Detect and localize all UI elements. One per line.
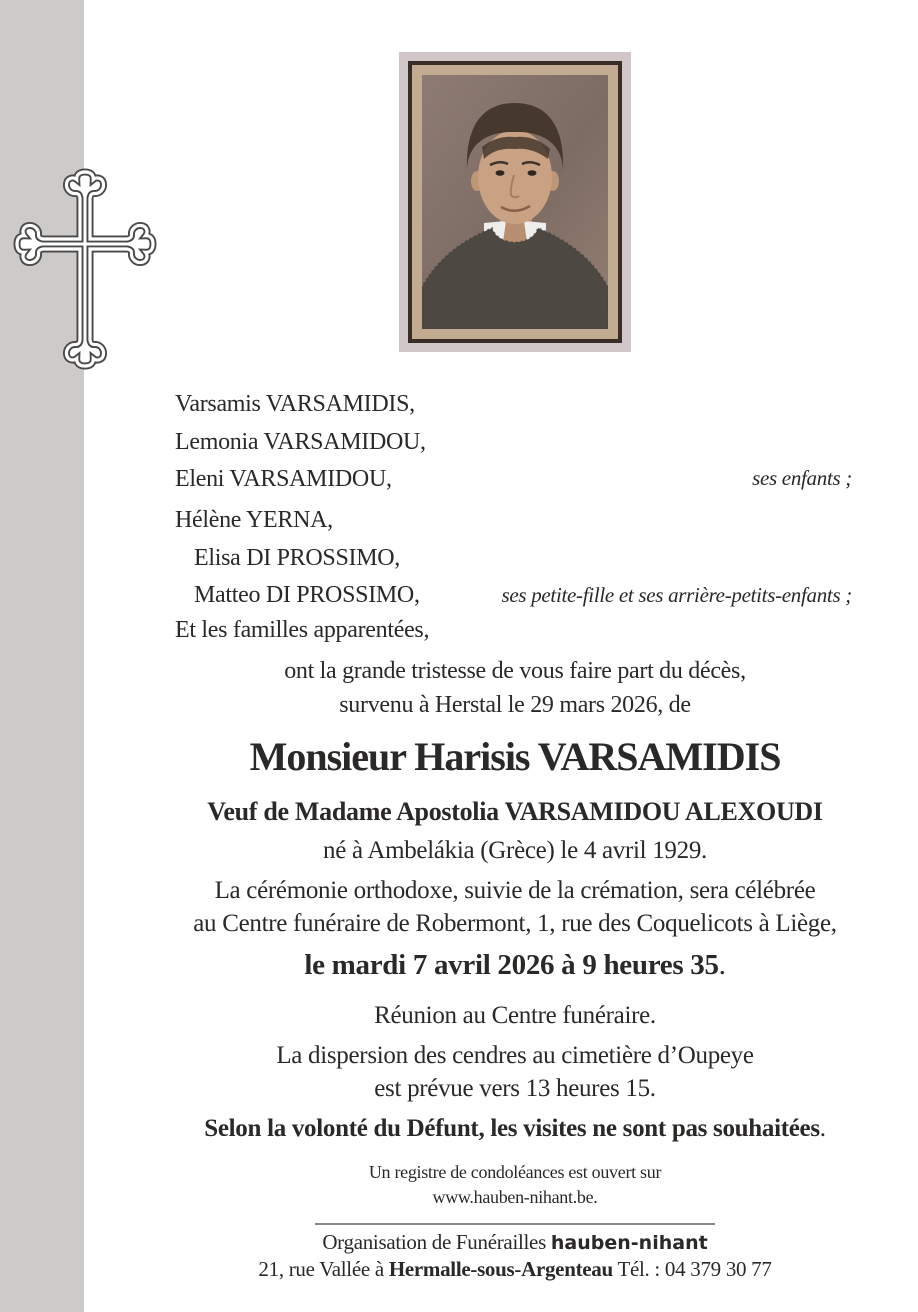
mourner-name-line: Varsamis VARSAMIDIS,: [175, 391, 415, 417]
mourner-name-line: Elisa DI PROSSIMO,: [194, 544, 400, 571]
announcement-content: [160, 0, 870, 1312]
ceremony-datetime: [160, 949, 870, 982]
orthodox-cross-icon: [11, 166, 159, 370]
footer-address-prefix: 21, rue Vallée à: [258, 1257, 384, 1281]
visits-notice-text: Selon la volonté du Défunt, les visites ne sont pas souhaitées: [204, 1115, 820, 1142]
register-line-2: www.hauben-nihant.be.: [432, 1187, 598, 1207]
footer-address-town: Hermalle-sous-Argenteau: [388, 1257, 613, 1281]
families-line: Et les familles apparentées,: [175, 617, 430, 643]
register-lines: [160, 1160, 870, 1210]
dispersion-line-2: est prévue vers 13 heures 15.: [374, 1075, 656, 1102]
footer-address-line: [160, 1256, 870, 1283]
mourner-name-line: Lemonia VARSAMIDOU,: [175, 428, 426, 455]
visits-notice: [160, 1115, 870, 1143]
widower-line: Veuf de Madame Apostolia VARSAMIDOU ALEXOUDI: [207, 797, 823, 826]
mourner-name-line: Hélène YERNA,: [175, 507, 333, 533]
mourner-name-line: Eleni VARSAMIDOU,: [175, 466, 392, 492]
mourner-name-line: Matteo DI PROSSIMO,: [194, 582, 420, 608]
register-line-1: Un registre de condoléances est ouvert sur: [368, 1162, 662, 1182]
visits-notice-period: .: [819, 1115, 826, 1142]
ceremony-datetime-period: .: [718, 949, 726, 981]
children-caption: ses enfants ;: [752, 466, 852, 490]
ceremony-datetime-text: le mardi 7 avril 2026 à 9 heures 35: [304, 949, 719, 981]
ceremony-line-2: au Centre funéraire de Robermont, 1, rue des Coquelicots à Liège,: [193, 910, 837, 937]
meeting-line: Réunion au Centre funéraire.: [374, 1002, 656, 1029]
announcement-line-1: ont la grande tristesse de vous faire part du décès,: [284, 658, 746, 684]
footer-address-phone: Tél. : 04 379 30 77: [617, 1257, 772, 1281]
children-names: [175, 386, 426, 499]
birth-line: né à Ambelákia (Grèce) le 4 avril 1929.: [323, 837, 707, 864]
grandchildren-names: [175, 502, 420, 615]
ceremony-line-1: La cérémonie orthodoxe, suivie de la crémation, sera célébrée: [214, 877, 816, 904]
announcement-line-2: survenu à Herstal le 29 mars 2026, de: [339, 692, 691, 718]
footer-divider: [315, 1223, 715, 1225]
footer-org-prefix: Organisation de Funérailles: [322, 1230, 546, 1254]
grandchildren-caption: ses petite-fille et ses arrière-petits-enfants ;: [501, 583, 852, 607]
footer-org-name: hauben-nihant: [550, 1232, 708, 1254]
dispersion-line-1: La dispersion des cendres au cimetière d’Oupeye: [276, 1042, 754, 1069]
footer-org-line: [160, 1229, 870, 1257]
deceased-name: Monsieur Harisis VARSAMIDIS: [249, 734, 781, 779]
